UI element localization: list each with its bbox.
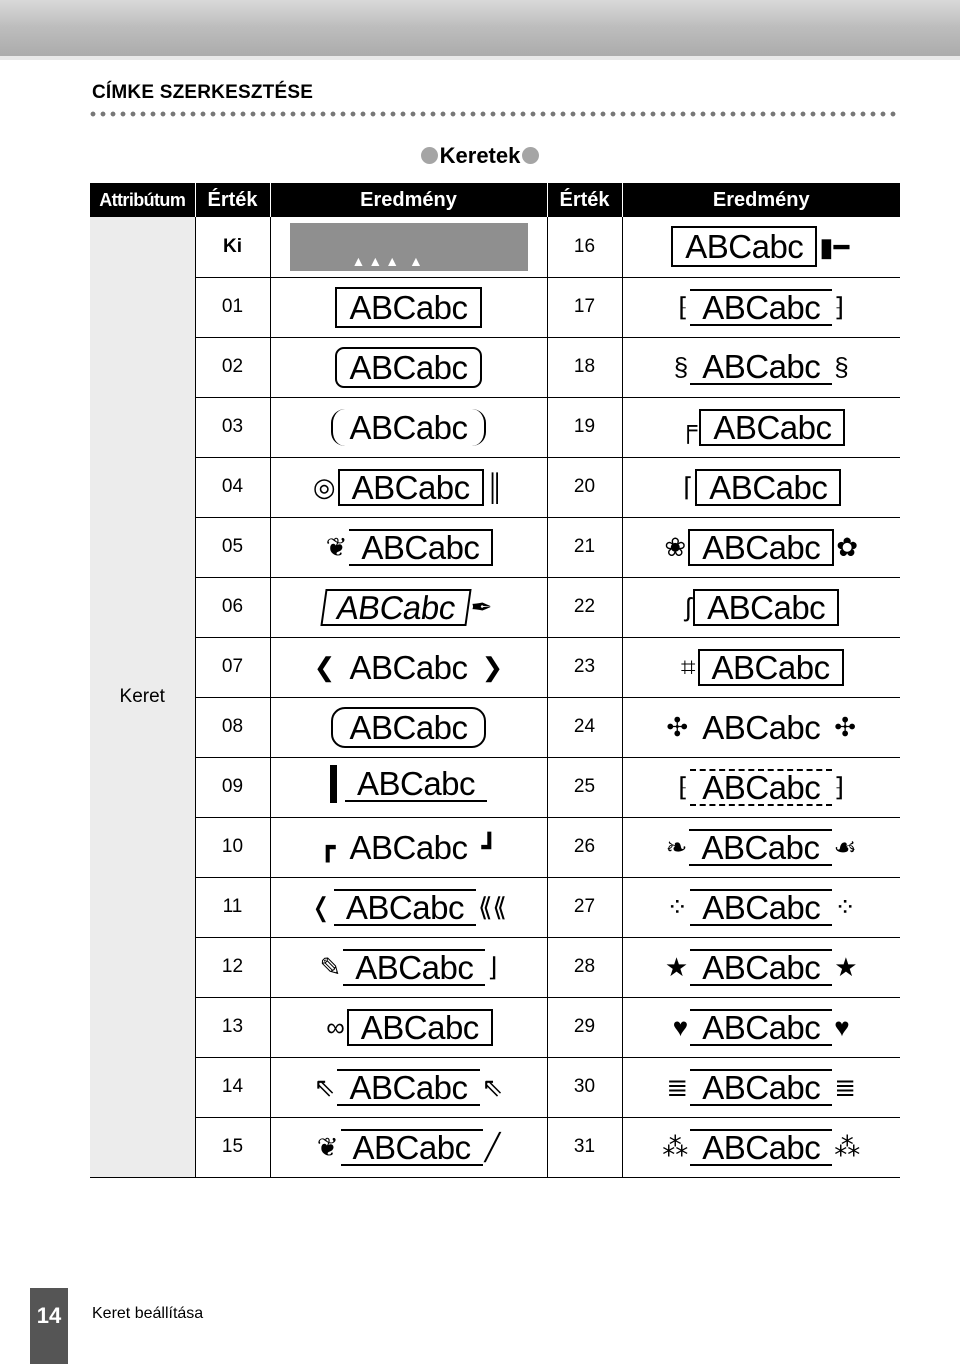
sample-text: ABCabc (349, 648, 468, 686)
value-cell: 05 (195, 517, 270, 577)
table-row (90, 997, 900, 1057)
corner-bottom-right-icon: ┛ (481, 832, 498, 862)
frame-sample (663, 949, 860, 986)
sample-text: ABCabc (335, 347, 481, 388)
sparkle-icon: ✣ (666, 712, 689, 742)
corner-top-left-icon: ┏ (319, 832, 336, 862)
value-cell: 26 (547, 817, 622, 877)
value-cell: 11 (195, 877, 270, 937)
result-cell (622, 697, 900, 757)
frame-sample (664, 829, 859, 866)
bracket-right-icon: ⁆ (834, 772, 845, 802)
sample-text: ABCabc (349, 529, 493, 566)
frame-sample (660, 1129, 862, 1166)
frame-sample (664, 889, 858, 926)
value-cell: 12 (195, 937, 270, 997)
header-value-left: Érték (195, 183, 270, 217)
sample-text: ABCabc (341, 1129, 483, 1166)
result-cell (622, 457, 900, 517)
value-cell: 10 (195, 817, 270, 877)
heart-icon: ♥ (834, 1012, 850, 1042)
frame-sample (331, 707, 485, 748)
table-row (90, 337, 900, 397)
page-number: 14 (30, 1288, 68, 1364)
circles-icon: ⁂ (834, 1132, 861, 1162)
sample-text: ABCabc (690, 1069, 832, 1106)
table-row (90, 757, 900, 817)
dotted-divider (88, 110, 900, 118)
result-cell (270, 877, 547, 937)
swirl-icon: § (673, 352, 689, 382)
bracket-left-icon: ⁅ (678, 772, 689, 802)
result-cell (622, 577, 900, 637)
vine-icon: ❦ (316, 1132, 339, 1162)
sample-text: ABCabc (671, 226, 817, 267)
result-cell (622, 337, 900, 397)
corner-icon: ⌈ (683, 472, 694, 502)
table-row (90, 217, 900, 277)
table-row (90, 277, 900, 337)
frame-sample (671, 1009, 852, 1046)
top-band (0, 0, 960, 60)
angle-left-icon: ❬ (310, 892, 332, 922)
value-cell: 24 (547, 697, 622, 757)
frame-sample (335, 347, 481, 388)
frame-sample (676, 289, 846, 326)
value-cell: 30 (547, 1057, 622, 1117)
sample-text: ABCabc (699, 409, 845, 446)
value-cell: 31 (547, 1117, 622, 1177)
value-cell: 09 (195, 757, 270, 817)
frame-sample (324, 529, 494, 566)
result-cell (270, 817, 547, 877)
table-row (90, 877, 900, 937)
table-row (90, 457, 900, 517)
chevron-left-icon: ❮ (313, 652, 336, 682)
result-cell (270, 397, 547, 457)
bullet-icon (522, 147, 539, 164)
frame-sample (315, 1129, 503, 1166)
sample-text: ABCabc (320, 589, 471, 626)
frame-sample (311, 469, 506, 506)
frame-sample (683, 589, 839, 626)
circles-icon: ⁂ (662, 1132, 689, 1162)
table-row (90, 517, 900, 577)
sample-text: ABCabc (338, 469, 484, 506)
sample-text: ABCabc (343, 949, 485, 986)
sample-text: ABCabc (690, 1009, 832, 1046)
sample-text: ABCabc (690, 350, 832, 385)
value-cell: 02 (195, 337, 270, 397)
result-cell (270, 337, 547, 397)
sample-text: ABCabc (335, 287, 481, 328)
rose-icon: ❦ (325, 532, 348, 562)
brace-icon: ⁅ (678, 292, 689, 322)
sample-text: ABCabc (690, 289, 832, 326)
value-cell: 06 (195, 577, 270, 637)
flower-icon: ✿ (836, 532, 859, 562)
cursor-arrow-icon: ⇖ (481, 1072, 504, 1102)
sample-text: ABCabc (693, 589, 839, 626)
knot-icon: ⌗ (680, 652, 696, 682)
result-cell (270, 997, 547, 1057)
footer-text: Keret beállítása (92, 1305, 204, 1322)
result-cell (622, 1117, 900, 1177)
sample-text: ABCabc (337, 1069, 479, 1106)
frame-sample (672, 347, 851, 385)
sample-text: ABCabc (688, 529, 834, 566)
result-cell (622, 757, 900, 817)
frame-sample (335, 287, 481, 328)
flower-icon: ❀ (664, 532, 687, 562)
value-cell: 01 (195, 277, 270, 337)
result-cell (270, 577, 547, 637)
result-cell (270, 277, 547, 337)
result-cell (270, 1057, 547, 1117)
header-attribute: Attribútum (90, 183, 195, 217)
result-cell (270, 937, 547, 997)
curl-icon: ʃ (685, 592, 692, 622)
table-row (90, 937, 900, 997)
result-cell (622, 817, 900, 877)
value-cell: 29 (547, 997, 622, 1057)
result-cell (622, 877, 900, 937)
table-row (90, 397, 900, 457)
section-title-text: Keretek (439, 143, 521, 168)
page-header-title: CÍMKE SZERKESZTÉSE (92, 82, 314, 103)
scroll-end-icon: ║ (485, 472, 505, 502)
table-row (90, 1057, 900, 1117)
value-cell: 19 (547, 397, 622, 457)
vine-icon: ☙ (833, 832, 857, 862)
table-header-row (90, 183, 900, 217)
table-row (90, 577, 900, 637)
frame-off-preview: ▲▲▲ ▲ (290, 223, 528, 271)
result-cell (270, 1117, 547, 1177)
result-cell (622, 997, 900, 1057)
header-value-right: Érték (547, 183, 622, 217)
frame-sample (679, 649, 844, 686)
corner-ornament-icon: ╒ (679, 412, 698, 442)
rope-knot-icon: ∞ (326, 1012, 345, 1042)
result-cell (622, 397, 900, 457)
value-cell: 21 (547, 517, 622, 577)
header-result-right: Eredmény (622, 183, 900, 217)
attribute-cell: Keret (90, 217, 195, 1177)
value-cell: 17 (547, 277, 622, 337)
scroll-icon: ◎ (312, 472, 336, 502)
frame-sample (662, 529, 860, 566)
section-title (0, 143, 960, 169)
value-cell: 28 (547, 937, 622, 997)
result-cell (270, 697, 547, 757)
sample-text: ABCabc (702, 708, 821, 746)
sample-text: ABCabc (345, 767, 487, 802)
value-cell: 04 (195, 457, 270, 517)
frame-sample (308, 889, 509, 926)
value-cell: Ki (195, 217, 270, 277)
frame-sample (330, 765, 487, 803)
result-cell (270, 457, 547, 517)
frame-sample (323, 589, 495, 626)
chevron-right-icon: ❯ (481, 652, 504, 682)
result-cell (622, 1057, 900, 1117)
pen-icon: ✒ (470, 592, 493, 622)
table-row (90, 817, 900, 877)
ruler-icon: ≣ (834, 1072, 857, 1102)
frame-sample (318, 828, 499, 866)
pencil-icon: ▮━ (819, 231, 850, 262)
ruler-icon: ≣ (666, 1072, 689, 1102)
sample-text: ABCabc (689, 829, 831, 866)
sample-text: ABCabc (698, 649, 844, 686)
value-cell: 07 (195, 637, 270, 697)
slash-bar-icon: ╱ (484, 1132, 501, 1162)
sample-text: ABCabc (331, 707, 485, 748)
result-cell (622, 517, 900, 577)
frame-sample (681, 469, 841, 506)
pixel-corner-icon: ⁘ (834, 892, 857, 922)
value-cell: 08 (195, 697, 270, 757)
sample-text: ABCabc (334, 889, 476, 926)
sample-text: ABCabc (331, 409, 485, 446)
swirl-icon: § (834, 352, 849, 382)
result-cell (270, 517, 547, 577)
value-cell: 13 (195, 997, 270, 1057)
value-cell: 03 (195, 397, 270, 457)
sample-text: ABCabc (695, 469, 841, 506)
result-cell (622, 277, 900, 337)
frame-sample (324, 1009, 493, 1046)
pixel-corner-icon: ⁘ (666, 892, 689, 922)
sample-text: ABCabc (690, 769, 832, 806)
frame-sample (664, 708, 858, 746)
star-icon: ★ (834, 952, 858, 982)
table-row (90, 697, 900, 757)
result-cell (622, 637, 900, 697)
paperclip-icon: ✎ (319, 952, 342, 982)
frame-sample (312, 1069, 506, 1106)
sample-text: ABCabc (690, 1129, 832, 1166)
thick-bar-icon (330, 765, 337, 803)
value-cell: 20 (547, 457, 622, 517)
value-cell: 22 (547, 577, 622, 637)
sample-text: ABCabc (347, 1009, 493, 1046)
heart-icon: ♥ (672, 1012, 689, 1042)
sample-text: ABCabc (690, 949, 832, 986)
value-cell: 25 (547, 757, 622, 817)
frame-sample (317, 949, 499, 986)
frame-sample (664, 1069, 858, 1106)
frame-sample (331, 409, 485, 446)
result-cell (270, 637, 547, 697)
brace-icon: ⁆ (834, 292, 845, 322)
value-cell: 23 (547, 637, 622, 697)
sample-text: ABCabc (690, 889, 832, 926)
star-icon: ★ (664, 952, 689, 982)
value-cell: 14 (195, 1057, 270, 1117)
value-cell: 18 (547, 337, 622, 397)
result-cell (270, 217, 547, 277)
value-cell: 15 (195, 1117, 270, 1177)
frame-sample (312, 648, 506, 686)
result-cell (270, 757, 547, 817)
bullet-icon (421, 147, 438, 164)
value-cell: 27 (547, 877, 622, 937)
sparkle-icon: ✣ (834, 712, 857, 742)
frames-table (90, 183, 900, 1178)
table-row (90, 1117, 900, 1177)
sample-text: ABCabc (349, 828, 468, 866)
frame-sample (671, 226, 851, 267)
frame-sample (677, 409, 845, 446)
header-result-left: Eredmény (270, 183, 547, 217)
vine-icon: ❧ (665, 832, 688, 862)
cursor-arrow-icon: ⇖ (313, 1072, 336, 1102)
result-cell (622, 217, 900, 277)
result-cell (622, 937, 900, 997)
page-curl-icon: ⌋ (487, 952, 498, 982)
frame-sample (676, 769, 846, 806)
triple-chevron-icon: ⟪⟪ (477, 892, 507, 922)
table-row (90, 637, 900, 697)
value-cell: 16 (547, 217, 622, 277)
